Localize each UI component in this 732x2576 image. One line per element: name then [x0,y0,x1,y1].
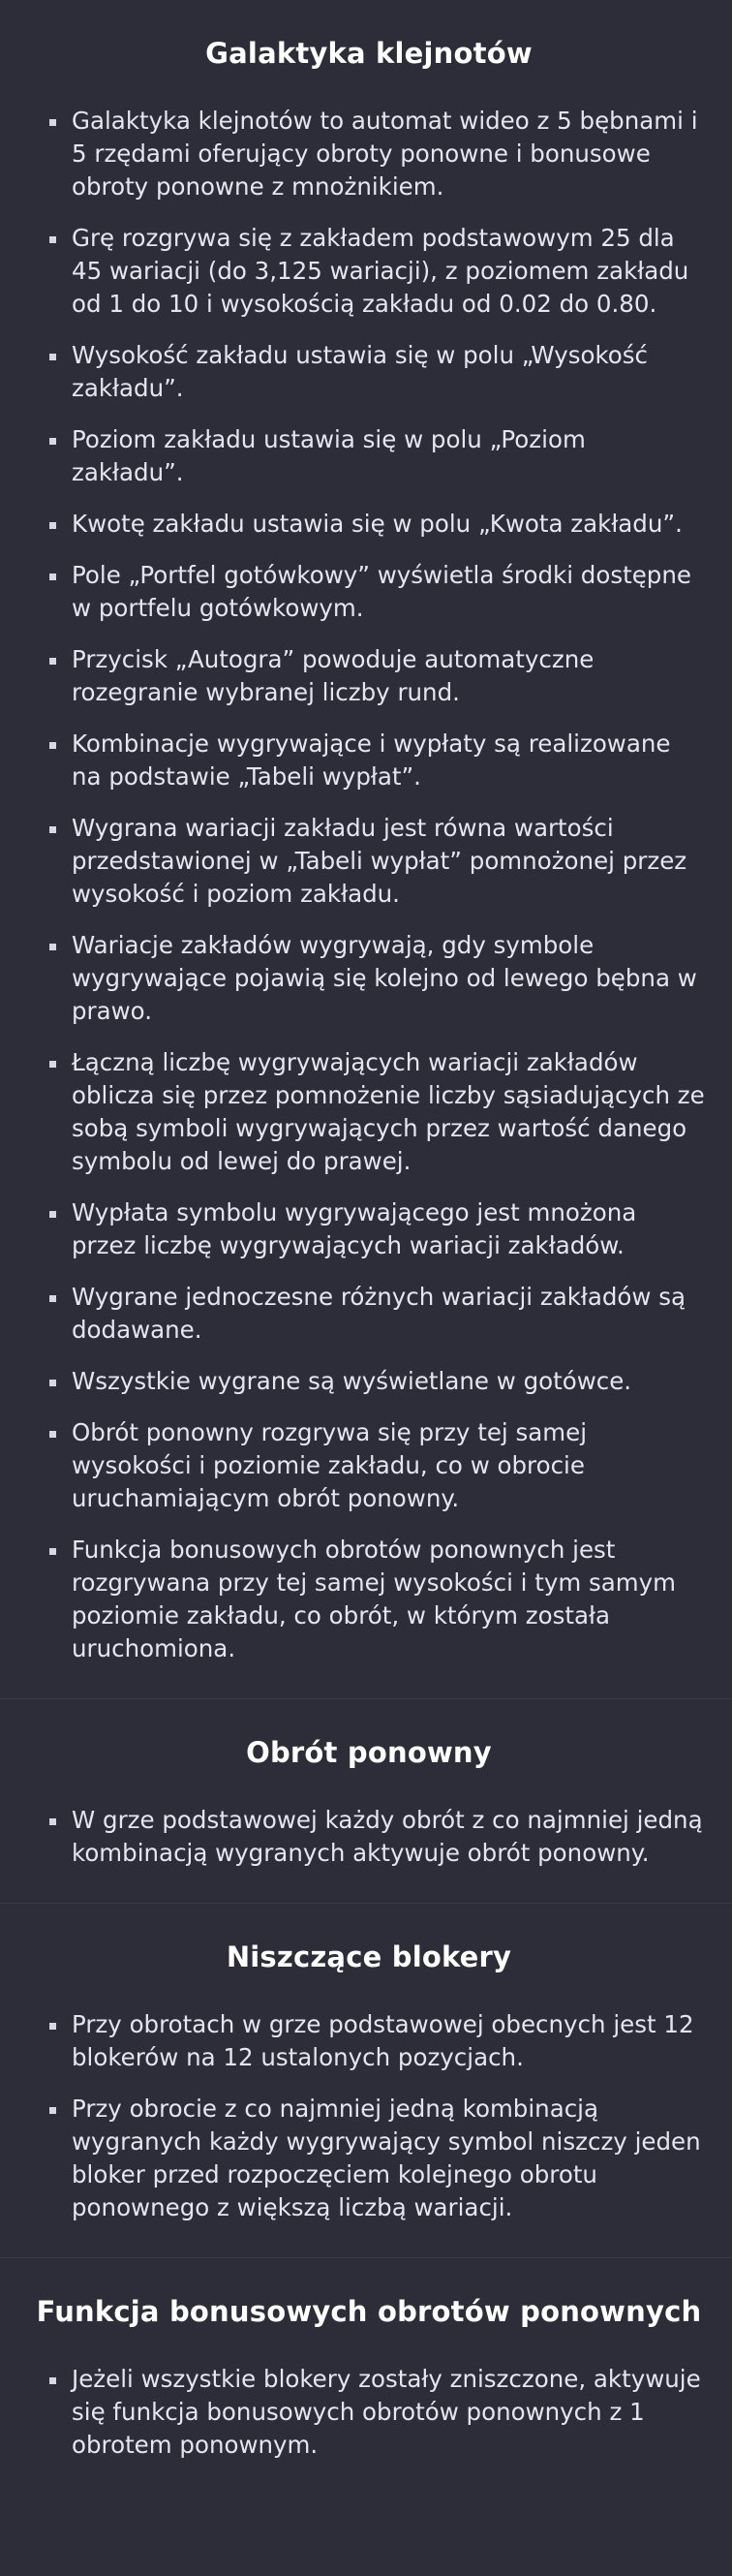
list-item: Przy obrotach w grze podstawowej obecnych jest 12 blokerów na 12 ustalonych pozycjach. [33,2008,705,2074]
list-item: Funkcja bonusowych obrotów ponownych jest rozgrywana przy tej samej wysokości i tym samym poziomie zakładu, co obrót, w którym została uruchomiona. [33,1534,705,1665]
bullet-icon [49,574,56,580]
rules-list [33,2008,705,2224]
section-title: Funkcja bonusowych obrotów ponownych [36,2295,702,2328]
list-item: Wypłata symbolu wygrywającego jest mnożona przez liczbę wygrywających wariacji zakładów. [33,1196,705,1262]
list-item: Obrót ponowny rozgrywa się przy tej samej wysokości i poziomie zakładu, co w obrocie uruchamiającym obrót ponowny. [33,1416,705,1515]
bullet-icon [49,826,56,833]
bullet-icon [49,1818,56,1825]
bullet-icon [49,742,56,749]
bullet-icon [49,1548,56,1555]
bullet-icon [49,2023,56,2030]
bullet-icon [49,522,56,529]
rules-list [33,1804,705,1870]
list-item: Kombinacje wygrywające i wypłaty są realizowane na podstawie „Tabeli wypłat”. [33,728,705,793]
list-item: Przycisk „Autogra” powoduje automatyczne rozegranie wybranej liczby rund. [33,643,705,709]
list-item: Pole „Portfel gotówkowy” wyświetla środki dostępne w portfelu gotówkowym. [33,559,705,625]
bullet-icon [49,2377,56,2384]
list-item: Wariacje zakładów wygrywają, gdy symbole wygrywające pojawią się kolejno od lewego bębna w prawo. [33,929,705,1028]
bullet-icon [49,658,56,665]
bullet-icon [49,1295,56,1302]
section-niszczace-blokery [0,1904,732,2258]
bullet-icon [49,1380,56,1386]
list-item: Poziom zakładu ustawia się w polu „Poziom zakładu”. [33,423,705,489]
bullet-icon [49,119,56,126]
list-item: Grę rozgrywa się z zakładem podstawowym 25 dla 45 wariacji (do 3,125 wariacji), z poziomem zakładu od 1 do 10 i wysokością zakładu od 0.02 do 0.80. [33,222,705,321]
bullet-icon [49,1431,56,1438]
bullet-icon [49,2107,56,2114]
section-funkcja-bonusowych-obrotow [0,2258,732,2495]
rules-list [33,2363,705,2462]
rules-list [33,105,705,1665]
section-title: Obrót ponowny [246,1736,492,1769]
section-title: Galaktyka klejnotów [205,37,533,70]
bullet-icon [49,1061,56,1068]
list-item: Wszystkie wygrane są wyświetlane w gotówce. [33,1365,705,1398]
bullet-icon [49,438,56,445]
section-title: Niszczące blokery [226,1940,512,1973]
list-item: Jeżeli wszystkie blokery zostały zniszczone, aktywuje się funkcja bonusowych obrotów ponownych z 1 obrotem ponownym. [33,2363,705,2462]
list-item: Przy obrocie z co najmniej jedną kombinacją wygranych każdy wygrywający symbol niszczy jeden bloker przed rozpoczęciem kolejnego obrotu ponownego z większą liczbą wariacji. [33,2093,705,2224]
list-item: Łączną liczbę wygrywających wariacji zakładów oblicza się przez pomnożenie liczby sąsiadujących ze sobą symboli wygrywających przez wartość danego symbolu od lewej do prawej. [33,1046,705,1178]
bullet-icon [49,944,56,950]
list-item: Wygrane jednoczesne różnych wariacji zakładów są dodawane. [33,1281,705,1347]
list-item: W grze podstawowej każdy obrót z co najmniej jedną kombinacją wygranych aktywuje obrót ponowny. [33,1804,705,1870]
bullet-icon [49,1211,56,1218]
list-item: Kwotę zakładu ustawia się w polu „Kwota zakładu”. [33,508,705,541]
list-item: Wygrana wariacji zakładu jest równa wartości przedstawionej w „Tabeli wypłat” pomnożonej przez wysokość i poziom zakładu. [33,812,705,911]
list-item: Galaktyka klejnotów to automat wideo z 5 bębnami i 5 rzędami oferujący obroty ponowne i bonusowe obroty ponowne z mnożnikiem. [33,105,705,203]
bullet-icon [49,236,56,243]
section-obrot-ponowny [0,1699,732,1904]
bullet-icon [49,354,56,360]
list-item: Wysokość zakładu ustawia się w polu „Wysokość zakładu”. [33,339,705,405]
